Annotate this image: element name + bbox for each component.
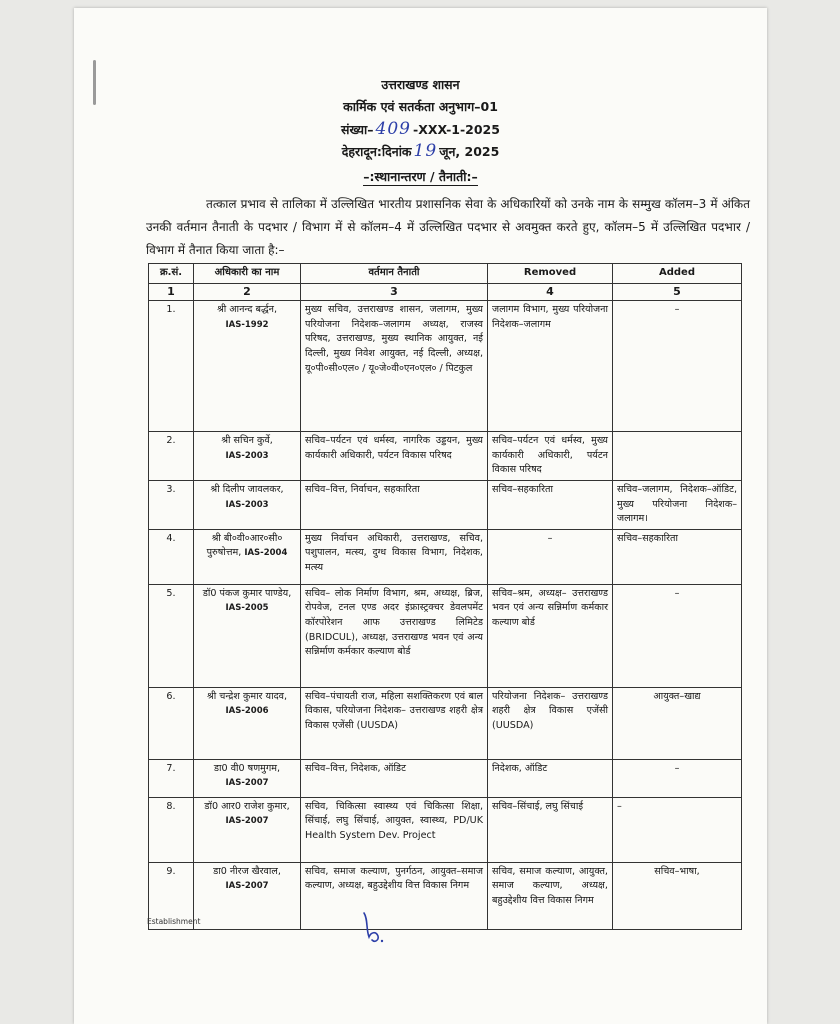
- serial-number: 5.: [149, 584, 194, 687]
- table-row: [149, 480, 742, 529]
- added-posting: [613, 432, 742, 481]
- serial-number: 1.: [149, 301, 194, 432]
- added-posting: सचिव–जलागम, निदेशक–ऑडिट, मुख्य परियोजना निदेशक– जलागम।: [613, 480, 742, 529]
- officer-cell: [194, 301, 301, 432]
- added-posting: –: [613, 797, 742, 862]
- footer-label: Establishment: [147, 917, 201, 926]
- current-posting: सचिव, चिकित्सा स्वास्थ्य एवं चिकित्सा शिक्षा, सिंचाई, लघु सिंचाई, आयुक्त, स्वास्थ्य, PD/UK Health System Dev. Project: [301, 797, 488, 862]
- order-number-prefix: संख्या–: [341, 122, 374, 137]
- removed-posting: सचिव–सहकारिता: [488, 480, 613, 529]
- officer-cell: [194, 687, 301, 759]
- handwritten-date: 19: [413, 141, 438, 161]
- document-header: [74, 74, 767, 162]
- table-header-row: [149, 264, 742, 284]
- removed-posting: सचिव, समाज कल्याण, आयुक्त, समाज कल्याण, अध्यक्ष, बहुउद्देशीय वित्त विकास निगम: [488, 862, 613, 929]
- department-name: कार्मिक एवं सतर्कता अनुभाग–01: [343, 99, 498, 114]
- handwritten-order-number: 409: [375, 119, 411, 139]
- officer-batch: IAS-2003: [225, 499, 269, 510]
- header-serial: क्र.सं.: [149, 264, 194, 284]
- serial-number: 9.: [149, 862, 194, 929]
- signature-mark: [358, 907, 388, 947]
- added-posting: आयुक्त–खाद्य: [613, 687, 742, 759]
- table-row: [149, 687, 742, 759]
- officer-cell: [194, 797, 301, 862]
- removed-posting: निदेशक, ऑडिट: [488, 759, 613, 797]
- current-posting: मुख्य सचिव, उत्तराखण्ड शासन, जलागम, मुख्य परियोजना निदेशक–जलागम अध्यक्ष, राजस्व परिषद, उत्तराखण्ड, मुख्य स्थानिक आयुक्त, नई दिल्ली, मुख्य निवेश आयुक्त, नई दिल्ली, अध्यक्ष, यू०पी०सी०एल० / यू०जे०वी०एन०एल० / पिटकुल: [301, 301, 488, 432]
- table-row: [149, 759, 742, 797]
- officer-name: डॉ0 पंकज कुमार पाण्डेय,: [202, 587, 292, 599]
- column-number: 3: [301, 283, 488, 301]
- column-number: 1: [149, 283, 194, 301]
- table-row: [149, 432, 742, 481]
- subject-text: –:स्थानान्तरण / तैनाती:–: [363, 169, 478, 184]
- header-added: Added: [613, 264, 742, 284]
- order-date-prefix: देहरादून:दिनांक: [341, 144, 412, 159]
- order-date-suffix: जून, 2025: [439, 144, 500, 159]
- officer-cell: [194, 862, 301, 929]
- removed-posting: सचिव–पर्यटन एवं धर्मस्व, मुख्य कार्यकारी अधिकारी, पर्यटन विकास परिषद: [488, 432, 613, 481]
- column-number: 4: [488, 283, 613, 301]
- officer-cell: [194, 432, 301, 481]
- officer-name: डा0 नीरज खैरवाल,: [213, 865, 281, 877]
- header-removed: Removed: [488, 264, 613, 284]
- order-number-suffix: -XXX-1-2025: [413, 122, 500, 137]
- officer-cell: [194, 759, 301, 797]
- added-posting: सचिव–भाषा,: [613, 862, 742, 929]
- officer-name: श्री सचिन कुर्वे,: [221, 435, 273, 447]
- officer-batch: IAS-2007: [225, 778, 269, 789]
- serial-number: 3.: [149, 480, 194, 529]
- officer-batch: IAS-2007: [225, 881, 269, 892]
- added-posting: –: [613, 584, 742, 687]
- serial-number: 2.: [149, 432, 194, 481]
- added-posting: सचिव–सहकारिता: [613, 529, 742, 584]
- current-posting: मुख्य निर्वाचन अधिकारी, उत्तराखण्ड, सचिव, पशुपालन, मत्स्य, दुग्ध विकास विभाग, निदेशक, मत्स्य: [301, 529, 488, 584]
- officer-cell: [194, 480, 301, 529]
- officer-name: श्री आनन्द बर्द्धन,: [216, 304, 278, 316]
- subject-heading: [74, 168, 767, 185]
- officer-name: डा0 वी0 षणमुगम,: [213, 762, 281, 774]
- header-officer-name: अधिकारी का नाम: [194, 264, 301, 284]
- officer-cell: [194, 584, 301, 687]
- current-posting: सचिव– लोक निर्माण विभाग, श्रम, अध्यक्ष, ब्रिज, रोपवेज, टनल एण्ड अदर इंफ्रास्ट्रक्चर डेवलपमेंट कॉरपोरेशन आफ उत्तराखण्ड लिमिटेड (BRIDCUL), अध्यक्ष, उत्तराखण्ड भवन एवं अन्य सन्निर्माण कर्मकार कल्याण बोर्ड: [301, 584, 488, 687]
- column-number: 2: [194, 283, 301, 301]
- current-posting: सचिव, समाज कल्याण, पुनर्गठन, आयुक्त–समाज कल्याण, अध्यक्ष, बहुउद्देशीय वित्त विकास निगम: [301, 862, 488, 929]
- order-date: [74, 140, 767, 162]
- column-number-row: [149, 283, 742, 301]
- intro-paragraph: तत्काल प्रभाव से तालिका में उल्लिखित भारतीय प्रशासनिक सेवा के अधिकारियों को उनके नाम के सम्मुख कॉलम–3 में अंकित उनकी वर्तमान तैनाती के पदभार / विभाग में से कॉलम–4 में उल्लिखित पदभार से अवमुक्त करते हुए, कॉलम–5 में उल्लिखित पदभार / विभाग में तैनात किया जाता है:–: [146, 197, 750, 257]
- column-number: 5: [613, 283, 742, 301]
- officer-batch: IAS-2007: [225, 816, 269, 827]
- serial-number: 7.: [149, 759, 194, 797]
- current-posting: सचिव–पर्यटन एवं धर्मस्व, नागरिक उड्डयन, मुख्य कार्यकारी अधिकारी, पर्यटन विकास परिषद: [301, 432, 488, 481]
- serial-number: 8.: [149, 797, 194, 862]
- table-row: [149, 301, 742, 432]
- current-posting: सचिव–वित्त, निदेशक, ऑडिट: [301, 759, 488, 797]
- officer-batch: IAS-2006: [225, 706, 269, 717]
- officer-name: श्री बी०वी०आर०सी० पुरुषोत्तम,: [206, 532, 283, 559]
- removed-posting: सचिव–सिंचाई, लघु सिंचाई: [488, 797, 613, 862]
- officer-name: श्री चन्द्रेश कुमार यादव,: [206, 690, 288, 702]
- removed-posting: सचिव–श्रम, अध्यक्ष– उत्तराखण्ड भवन एवं अन्य सन्निर्माण कर्मकार कल्याण बोर्ड: [488, 584, 613, 687]
- serial-number: 4.: [149, 529, 194, 584]
- officer-cell: [194, 529, 301, 584]
- removed-posting: –: [488, 529, 613, 584]
- header-current-posting: वर्तमान तैनाती: [301, 264, 488, 284]
- current-posting: सचिव–पंचायती राज, महिला सशक्तिकरण एवं बाल विकास, परियोजना निदेशक– उत्तराखण्ड शहरी क्षेत्र विकास एजेंसी (UUSDA): [301, 687, 488, 759]
- table-row: [149, 529, 742, 584]
- order-number: [74, 118, 767, 140]
- transfer-table: [148, 263, 742, 930]
- removed-posting: जलागम विभाग, मुख्य परियोजना निदेशक–जलागम: [488, 301, 613, 432]
- table-row: [149, 862, 742, 929]
- officer-name: डॉ0 आर0 राजेश कुमार,: [204, 800, 290, 812]
- officer-batch: IAS-2004: [244, 548, 288, 559]
- officer-batch: IAS-1992: [225, 319, 269, 330]
- current-posting: सचिव–वित्त, निर्वाचन, सहकारिता: [301, 480, 488, 529]
- table-row: [149, 797, 742, 862]
- government-name: उत्तराखण्ड शासन: [381, 77, 460, 92]
- added-posting: –: [613, 759, 742, 797]
- removed-posting: परियोजना निदेशक– उत्तराखण्ड शहरी क्षेत्र विकास एजेंसी (UUSDA): [488, 687, 613, 759]
- added-posting: –: [613, 301, 742, 432]
- officer-batch: IAS-2005: [225, 603, 269, 614]
- officer-name: श्री दिलीप जावलकर,: [210, 483, 284, 495]
- officer-batch: IAS-2003: [225, 450, 269, 461]
- table-row: [149, 584, 742, 687]
- serial-number: 6.: [149, 687, 194, 759]
